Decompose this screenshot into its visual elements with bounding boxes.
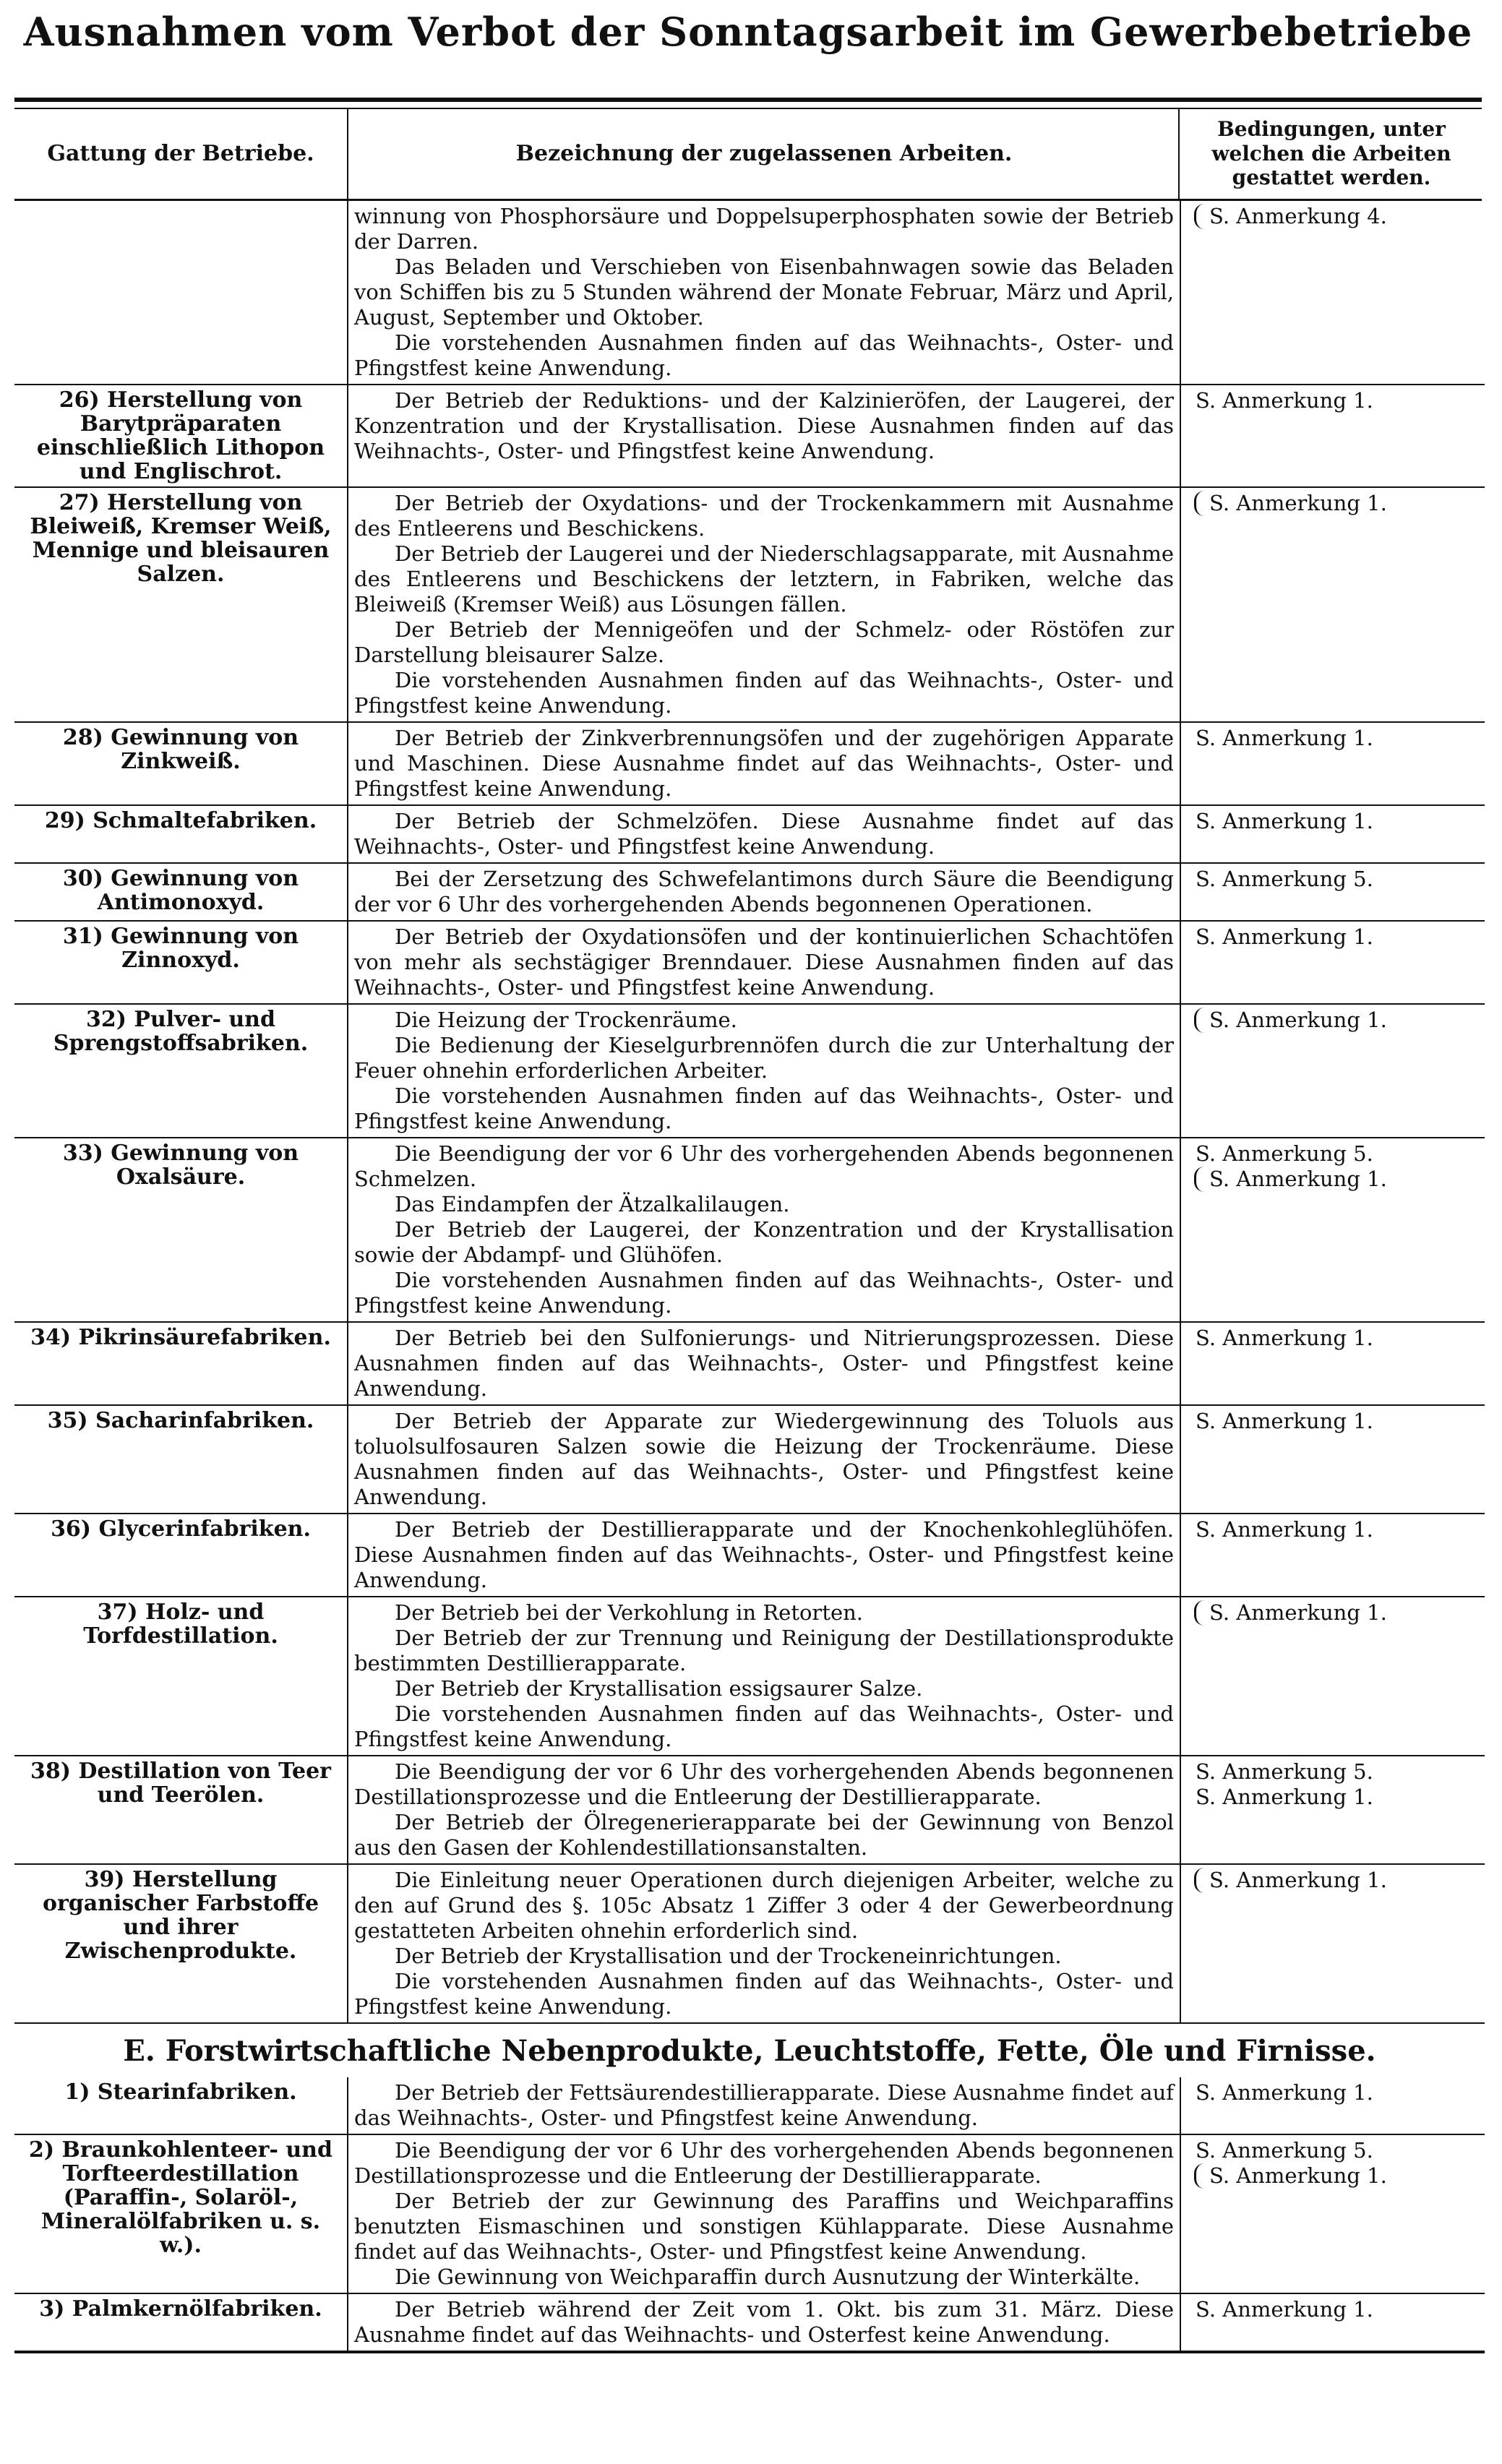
conditions-cell [1180,1004,1485,1138]
condition-note: S. Anmerkung 1. [1196,1409,1373,1433]
condition-note: S. Anmerkung 1. [1196,2080,1373,2105]
table-row [14,385,1485,487]
business-type: 27) Herstellung von Bleiweiß, Kremser Weiß, Mennige und bleisauren Salzen. [14,487,348,722]
work-line: Die Bedienung der Kieselgurbrennöfen durch die zur Unterhaltung der Feuer ohnehin erforderlichen Arbeiter. [354,1033,1174,1083]
work-line: Der Betrieb der Destillierapparate und der Knochenkohleglühöfen. Diese Ausnahmen finden auf das Weihnachts-, Oster- und Pfingstfest keine Anwendung. [354,1517,1174,1592]
business-type: 26) Herstellung von Barytpräparaten einschließlich Lithopon und Englischrot. [14,385,348,487]
conditions-cell [1180,2293,1485,2352]
work-line: Der Betrieb der Oxydations- und der Trockenkammern mit Ausnahme des Entleerens und Beschickens. [354,491,1174,541]
condition-note: S. Anmerkung 1. [1194,491,1479,516]
work-line: Das Beladen und Verschieben von Eisenbahnwagen sowie das Beladen von Schiffen bis zu 5 Stunden während der Monate Februar, März und April, August, September und Oktober. [354,254,1174,330]
conditions-cell [1180,385,1485,487]
table-row [14,722,1485,805]
permitted-work [348,2134,1180,2293]
work-line: Die vorstehenden Ausnahmen finden auf das Weihnachts-, Oster- und Pfingstfest keine Anwendung. [354,1701,1174,1751]
business-type: 33) Gewinnung von Oxalsäure. [14,1138,348,1322]
business-type: 39) Herstellung organischer Farbstoffe und ihrer Zwischenprodukte. [14,1864,348,2023]
conditions-cell [1180,2134,1485,2293]
work-line: Der Betrieb der Mennigeöfen und der Schmelz- oder Röstöfen zur Darstellung bleisaurer Salze. [354,617,1174,667]
table-row [14,1864,1485,2023]
work-line: Der Betrieb der Oxydationsöfen und der kontinuierlichen Schachtöfen von mehr als sechstägiger Brenndauer. Diese Ausnahmen finden auf das Weihnachts-, Oster- und Pfingstfest keine Anwendung. [354,924,1174,1000]
permitted-work [348,805,1180,863]
condition-note: S. Anmerkung 5. [1196,867,1373,891]
work-line: Der Betrieb der Ölregenerierapparate bei der Gewinnung von Benzol aus den Gasen der Kohlendestillationsanstalten. [354,1810,1174,1860]
business-type: 34) Pikrinsäurefabriken. [14,1322,348,1405]
work-line: Der Betrieb der Laugerei, der Konzentration und der Krystallisation sowie der Abdampf- und Glühöfen. [354,1217,1174,1267]
conditions-cell [1180,1405,1485,1514]
work-line: Das Eindampfen der Ätzalkalilaugen. [395,1192,790,1216]
table-row [14,1405,1485,1514]
permitted-work [348,2077,1180,2134]
conditions-cell [1180,1138,1485,1322]
conditions-cell [1180,805,1485,863]
table-row [14,805,1485,863]
permitted-work [348,1597,1180,1756]
work-line: Der Betrieb bei den Sulfonierungs- und Nitrierungsprozessen. Diese Ausnahmen finden auf das Weihnachts-, Oster- und Pfingstfest keine Anwendung. [354,1326,1174,1401]
table-row [14,1597,1485,1756]
permitted-work [348,487,1180,722]
permitted-work [348,1405,1180,1514]
work-line: Die Beendigung der vor 6 Uhr des vorhergehenden Abends begonnenen Destillationsprozesse und die Entleerung der Destillierapparate. [354,2138,1174,2188]
conditions-cell [1180,2077,1485,2134]
conditions-cell [1180,201,1485,385]
condition-note: S. Anmerkung 1. [1196,1326,1373,1350]
conditions-cell [1180,1597,1485,1756]
header-col-work: Bezeichnung der zugelassenen Arbeiten. [347,108,1180,199]
exceptions-table [14,201,1485,2353]
condition-note: S. Anmerkung 1. [1196,1785,1373,1809]
condition-note: S. Anmerkung 4. [1194,204,1479,229]
page-title: Ausnahmen vom Verbot der Sonntagsarbeit im Gewerbebetriebe [23,9,1473,55]
work-line: Die vorstehenden Ausnahmen finden auf das Weihnachts-, Oster- und Pfingstfest keine Anwendung. [354,668,1174,718]
conditions-cell [1180,1756,1485,1864]
work-line: Bei der Zersetzung des Schwefelantimons durch Säure die Beendigung der vor 6 Uhr des vorhergehenden Abends begonnenen Operationen. [354,867,1174,917]
work-line: Die Gewinnung von Weichparaffin durch Ausnutzung der Winterkälte. [395,2265,1141,2289]
conditions-cell [1180,1864,1485,2023]
document-page [14,0,1482,2464]
table-row [14,921,1485,1004]
business-type: 3) Palmkernölfabriken. [14,2293,348,2352]
business-type: 38) Destillation von Teer und Teerölen. [14,1756,348,1864]
business-type: 36) Glycerinfabriken. [14,1514,348,1597]
work-line: Die Beendigung der vor 6 Uhr des vorhergehenden Abends begonnenen Schmelzen. [354,1141,1174,1191]
condition-note: S. Anmerkung 5. [1196,1759,1373,1784]
business-type: 37) Holz- und Torfdestillation. [14,1597,348,1756]
work-line: Die Heizung der Trockenräume. [395,1008,737,1032]
table-row [14,863,1485,921]
table-row [14,1004,1485,1138]
work-line: Der Betrieb während der Zeit vom 1. Okt. bis zum 31. März. Diese Ausnahme findet auf das Weihnachts- und Osterfest keine Anwendung. [354,2297,1174,2347]
condition-note: S. Anmerkung 1. [1194,2163,1479,2189]
business-type: 2) Braunkohlenteer- und Torfteerdestillation (Paraffin-, Solaröl-, Mineralölfabriken u. s. w.). [14,2134,348,2293]
business-type: 30) Gewinnung von Antimonoxyd. [14,863,348,921]
permitted-work [348,201,1180,385]
permitted-work [348,385,1180,487]
table-header [14,108,1482,201]
work-line: Die vorstehenden Ausnahmen finden auf das Weihnachts-, Oster- und Pfingstfest keine Anwendung. [354,1268,1174,1318]
conditions-cell [1180,722,1485,805]
business-type: 35) Sacharinfabriken. [14,1405,348,1514]
work-line: Die Einleitung neuer Operationen durch diejenigen Arbeiter, welche zu den auf Grund des §. 105c Absatz 1 Ziffer 3 oder 4 der Gewerbeordnung gestatteten Arbeiten ohnehin erforderlich sind. [354,1868,1174,1943]
condition-note: S. Anmerkung 1. [1196,924,1373,949]
table-row [14,201,1485,385]
condition-note: S. Anmerkung 1. [1194,1008,1479,1033]
work-line: Der Betrieb der Reduktions- und der Kalzinieröfen, der Laugerei, der Konzentration und der Krystallisation. Diese Ausnahmen finden auf das Weihnachts-, Oster- und Pfingstfest keine Anwendung. [354,388,1174,463]
work-line: Der Betrieb der zur Gewinnung des Paraffins und Weichparaffins benutzten Eismaschinen und sonstigen Kühlapparate. Diese Ausnahme findet auf das Weihnachts-, Oster- und Pfingstfest keine Anwendung. [354,2189,1174,2264]
table-body [14,201,1485,2352]
table-row [14,1514,1485,1597]
work-line: winnung von Phosphorsäure und Doppelsuperphosphaten sowie der Betrieb der Darren. [354,204,1174,254]
condition-note: S. Anmerkung 5. [1196,1141,1373,1166]
work-line: Der Betrieb der Apparate zur Wiedergewinnung des Toluols aus toluolsulfosauren Salzen sowie die Heizung der Trockenräume. Diese Ausnahmen finden auf das Weihnachts-, Oster- und Pfingstfest keine Anwendung. [354,1409,1174,1509]
conditions-cell [1180,1514,1485,1597]
table-row [14,2134,1485,2293]
conditions-cell [1180,863,1485,921]
conditions-cell [1180,1322,1485,1405]
section-heading: E. Forstwirtschaftliche Nebenprodukte, Leuchtstoffe, Fette, Öle und Firnisse. [123,2034,1376,2068]
condition-note: S. Anmerkung 1. [1196,2297,1373,2322]
permitted-work [348,1514,1180,1597]
section-row [14,2023,1485,2077]
permitted-work [348,1322,1180,1405]
work-line: Der Betrieb der Zinkverbrennungsöfen und der zugehörigen Apparate und Maschinen. Diese Ausnahme findet auf das Weihnachts-, Oster- und Pfingstfest keine Anwendung. [354,726,1174,801]
table-row [14,2077,1485,2134]
table-row [14,1138,1485,1322]
title-rule [14,98,1482,109]
work-line: Der Betrieb der Krystallisation essigsaurer Salze. [395,1676,923,1701]
condition-note: S. Anmerkung 5. [1196,2138,1373,2163]
condition-note: S. Anmerkung 1. [1196,726,1373,750]
business-type [14,201,348,385]
work-line: Der Betrieb bei der Verkohlung in Retorten. [395,1600,864,1625]
header-col-conditions: Bedingungen, unter welchen die Arbeiten gestattet werden. [1178,108,1483,199]
work-line: Die vorstehenden Ausnahmen finden auf das Weihnachts-, Oster- und Pfingstfest keine Anwendung. [354,330,1174,380]
permitted-work [348,1004,1180,1138]
business-type: 28) Gewinnung von Zinkweiß. [14,722,348,805]
table-row [14,487,1485,722]
work-line: Der Betrieb der zur Trennung und Reinigung der Destillationsprodukte bestimmten Destillierapparate. [354,1626,1174,1675]
work-line: Die vorstehenden Ausnahmen finden auf das Weihnachts-, Oster- und Pfingstfest keine Anwendung. [354,1083,1174,1133]
permitted-work [348,921,1180,1004]
condition-note: S. Anmerkung 1. [1194,1868,1479,1893]
condition-note: S. Anmerkung 1. [1196,388,1373,413]
work-line: Die vorstehenden Ausnahmen finden auf das Weihnachts-, Oster- und Pfingstfest keine Anwendung. [354,1969,1174,2019]
business-type: 1) Stearinfabriken. [14,2077,348,2134]
permitted-work [348,1756,1180,1864]
condition-note: S. Anmerkung 1. [1196,1517,1373,1542]
conditions-cell [1180,487,1485,722]
work-line: Der Betrieb der Laugerei und der Niederschlagsapparate, mit Ausnahme des Entleerens und Beschickens der letztern, in Fabriken, welche das Bleiweiß (Kremser Weiß) aus Lösungen fällen. [354,541,1174,617]
business-type: 31) Gewinnung von Zinnoxyd. [14,921,348,1004]
condition-note: S. Anmerkung 1. [1196,809,1373,833]
conditions-cell [1180,921,1485,1004]
permitted-work [348,863,1180,921]
business-type: 29) Schmaltefabriken. [14,805,348,863]
table-row [14,1322,1485,1405]
permitted-work [348,2293,1180,2352]
header-col-type: Gattung der Betriebe. [47,141,314,166]
permitted-work [348,1138,1180,1322]
work-line: Der Betrieb der Krystallisation und der Trockeneinrichtungen. [395,1944,1062,1968]
business-type: 32) Pulver- und Sprengstoffsabriken. [14,1004,348,1138]
table-row [14,1756,1485,1864]
permitted-work [348,1864,1180,2023]
work-line: Der Betrieb der Fettsäurendestillierapparate. Diese Ausnahme findet auf das Weihnachts-, Oster- und Pfingstfest keine Anwendung. [354,2080,1174,2130]
permitted-work [348,722,1180,805]
condition-note: S. Anmerkung 1. [1194,1600,1479,1626]
work-line: Die Beendigung der vor 6 Uhr des vorhergehenden Abends begonnenen Destillationsprozesse und die Entleerung der Destillierapparate. [354,1759,1174,1809]
work-line: Der Betrieb der Schmelzöfen. Diese Ausnahme findet auf das Weihnachts-, Oster- und Pfingstfest keine Anwendung. [354,809,1174,859]
table-row [14,2293,1485,2352]
condition-note: S. Anmerkung 1. [1194,1167,1479,1192]
